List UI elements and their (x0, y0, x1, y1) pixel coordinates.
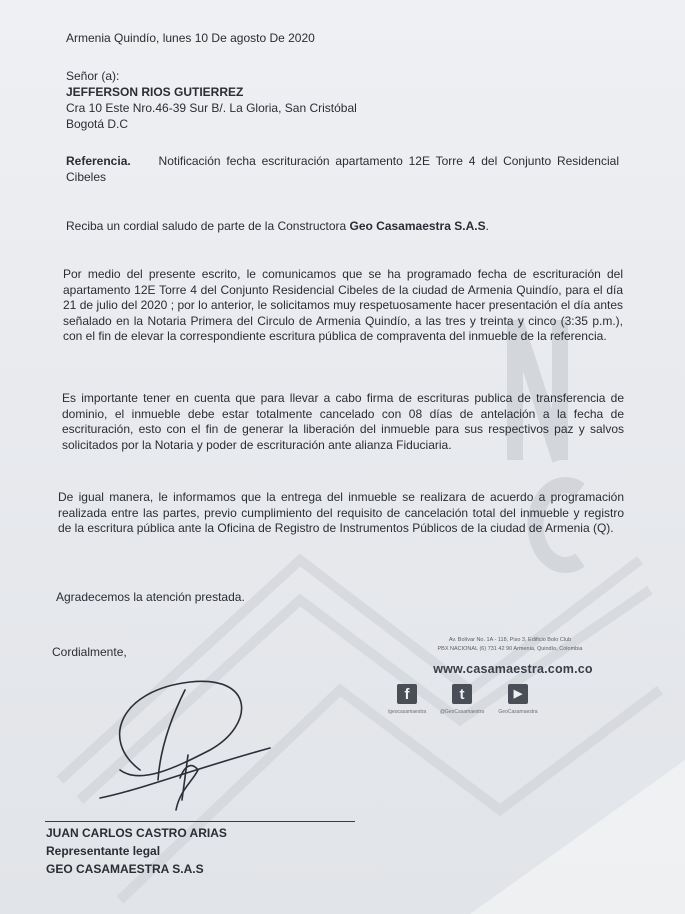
footer-social-youtube (488, 684, 548, 715)
twitter-handle: @GeoCasamaestra (439, 709, 485, 715)
footer-website: www.casamaestra.com.co (433, 662, 593, 676)
footer-address-line-1: Av. Bolívar No. 1A - 118, Piso 3, Edificio Bolo Club (448, 637, 572, 643)
youtube-icon: ▶ (508, 684, 528, 704)
reference-label: Referencia. (66, 154, 131, 168)
thanks-line: Agradecemos la atención prestada. (56, 590, 245, 604)
handwritten-signature (80, 670, 280, 815)
recipient-salutation: Señor (a): (66, 69, 120, 83)
date-line: Armenia Quindío, lunes 10 De agosto De 2020 (66, 31, 315, 45)
greeting-text: Reciba un cordial saludo de parte de la Constructora (66, 219, 350, 233)
signer-block (46, 824, 227, 878)
reference-block (66, 154, 619, 185)
twitter-icon: t (452, 684, 472, 704)
signer-name: JUAN CARLOS CASTRO ARIAS (46, 826, 227, 840)
footer-social-twitter (432, 684, 492, 715)
recipient-address-line-2: Bogotá D.C (66, 117, 129, 131)
greeting-company: Geo Casamaestra S.A.S (349, 219, 486, 233)
body-paragraph-1: Por medio del presente escrito, le comunicamos que se ha programado fecha de escrituración del apartamento 12E Torre 4 del Conjunto Residencial Cibeles de la ciudad de Armenia Quindío, para el día 21 de julio del 2020 ; por lo anterior, le solicitamos muy respetuosamente hacer presentación el día antes señalado en la Notaria Primera del Circulo de Armenia Quindío, a las tres y treinta y cinco (3:35 p.m.), con el fin de elevar la correspondiente escritura pública de compraventa del inmueble de la referencia. (63, 267, 623, 343)
closing-line: Cordialmente, (52, 645, 127, 659)
signer-company: GEO CASAMAESTRA S.A.S (46, 862, 204, 876)
youtube-handle: GeoCasamaestra (498, 709, 538, 715)
facebook-icon: f (397, 684, 417, 704)
recipient-name: JEFFERSON RIOS GUTIERREZ (66, 85, 244, 99)
footer-address (380, 636, 640, 654)
facebook-handle: /geocasamaestra (387, 709, 427, 715)
body-paragraph-2: Es importante tener en cuenta que para llevar a cabo firma de escrituras publica de transferencia de dominio, el inmueble debe estar totalmente cancelado con 08 días de antelación a la fecha de escrituración, esto con el fin de generar la liberación del inmueble para sus respectivos paz y salvos solicitados por la Notaria y poder de escrituración ante alianza Fiduciaria. (62, 391, 624, 452)
body-paragraph-3: De igual manera, le informamos que la entrega del inmueble se realizara de acuerdo a programación realizada entre las partes, previo cumplimiento del requisito de cancelación total del inmueble y registro de la escritura pública ante la Oficina de Registro de Instrumentos Públicos de la ciudad de Armenia (Q). (58, 490, 624, 535)
footer-address-line-2: PBX NACIONAL (6) 731 42 90 Armenia, Quindío, Colombia (437, 646, 583, 652)
signature-line (45, 821, 355, 822)
recipient-address-line-1: Cra 10 Este Nro.46-39 Sur B/. La Gloria, San Cristóbal (66, 101, 357, 115)
signer-title: Representante legal (46, 844, 161, 858)
greeting-line (66, 219, 489, 235)
footer-social-facebook (377, 684, 437, 715)
greeting-end: . (485, 219, 489, 233)
reference-text: Notificación fecha escrituración apartamento 12E Torre 4 del Conjunto Residencial Cibeles (66, 154, 619, 184)
recipient-block (66, 69, 357, 133)
